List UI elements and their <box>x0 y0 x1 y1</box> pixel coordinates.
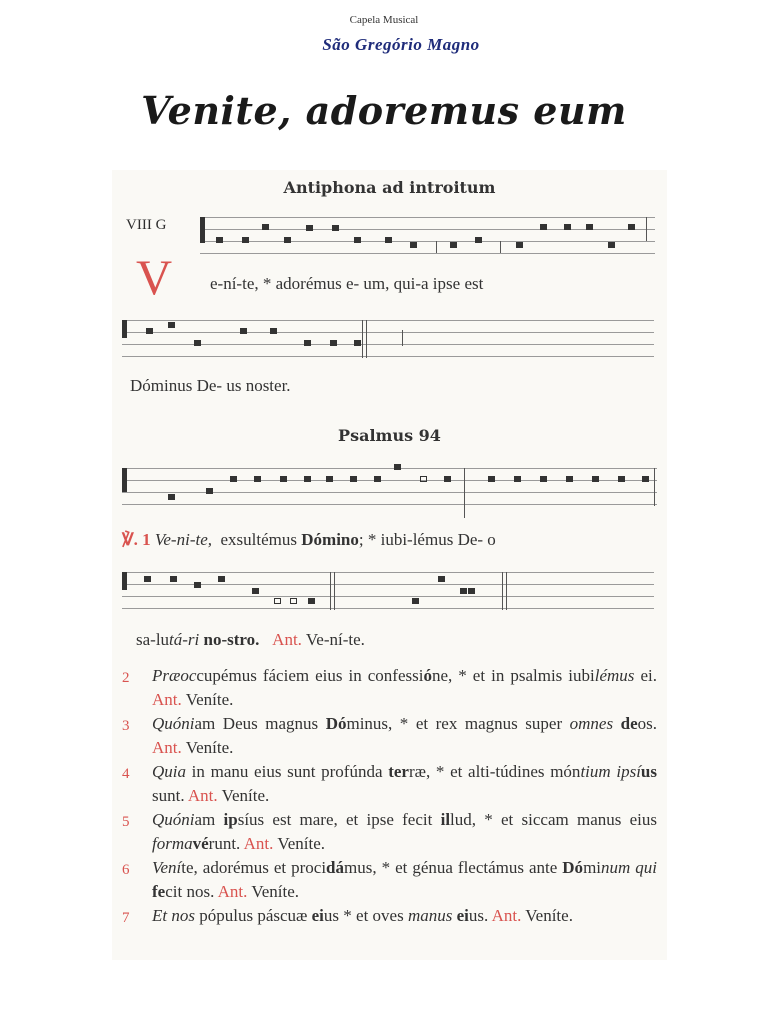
antiphon-marker: Ant. <box>187 786 218 805</box>
verse-fragment: Quia <box>152 762 186 781</box>
psalm-verse-1: ℣. 1 Ve-ni-te, exsultémus Dómino; * iubi-lémus De- o <box>122 530 496 549</box>
verse-text <box>152 712 657 760</box>
verse-fragment: Veníte. <box>273 834 325 853</box>
verse-fragment: Et nos <box>152 906 195 925</box>
verse-fragment: ei <box>311 906 324 925</box>
verse-text <box>152 664 657 712</box>
verse-fragment: am Deus magnus <box>194 714 326 733</box>
verse-fragment: ræ, * et alti-túdines món <box>408 762 581 781</box>
verse-fragment: Præoc <box>152 666 197 685</box>
antiphon-marker: Ant. <box>152 738 182 757</box>
verse-fragment: mi <box>583 858 602 877</box>
verse-fragment: dá <box>326 858 345 877</box>
verse-fragment: cit nos. <box>165 882 218 901</box>
verse-fragment: Quóni <box>152 714 195 733</box>
verse-fragment: ne, * et in psalmis iubi <box>431 666 595 685</box>
verse-text <box>152 808 657 856</box>
verse-fragment: vé <box>192 834 209 853</box>
verse-number: 4 <box>122 766 130 782</box>
verse-fragment: in manu eius sunt profúnda <box>186 762 389 781</box>
staff-4 <box>122 570 654 622</box>
verse-fragment: Veníte. <box>217 786 270 805</box>
verse-fragment: de <box>620 714 638 733</box>
verse-fragment: síus est mare, et ipse fecit <box>237 810 441 829</box>
verse-text <box>152 760 657 808</box>
verse-fragment: ó <box>423 666 432 685</box>
verse-fragment: os. <box>637 714 657 733</box>
verse-fragment: minus, * et rex magnus super <box>346 714 570 733</box>
versicle-marker: ℣. 1 <box>122 530 151 549</box>
verse-fragment: pópulus páscuæ <box>194 906 312 925</box>
antiphon-marker: Ant. <box>243 834 274 853</box>
verse-fragment: us. <box>468 906 489 925</box>
verse-fragment: Dó <box>562 858 584 877</box>
verse-fragment: runt. <box>208 834 244 853</box>
verse-fragment: num qui <box>601 858 657 877</box>
verse-fragment: il <box>440 810 451 829</box>
verse-fragment: ter <box>388 762 409 781</box>
psalm-verse-1-end: sa-lutá-ri no-stro. Ant. Ve-ní-te. <box>136 630 365 649</box>
chant-scan <box>112 170 667 960</box>
verse-fragment: í <box>176 858 182 877</box>
verse-number: 2 <box>122 670 130 686</box>
introit-initial: V <box>136 249 173 305</box>
verse-fragment: Veníte. <box>521 906 573 925</box>
verse-fragment: cupémus fáciem eius in confessi <box>196 666 424 685</box>
verse-fragment: am <box>194 810 224 829</box>
verse-fragment: ip <box>223 810 238 829</box>
verse-fragment: omnes <box>569 714 614 733</box>
verse-fragment: manus <box>407 906 453 925</box>
verse-fragment: forma <box>152 834 193 853</box>
verse-fragment: fe <box>152 882 166 901</box>
verse-number: 5 <box>122 814 130 830</box>
verse-fragment: Veníte. <box>181 690 234 709</box>
verse-fragment: lud, * et siccam manus eius <box>450 810 657 829</box>
verse-number: 7 <box>122 910 130 926</box>
verse-fragment: sunt. <box>152 786 188 805</box>
verse-fragment: Veníte. <box>181 738 234 757</box>
organization-name: Capela Musical <box>349 14 419 26</box>
page-title: Venite, adoremus eum <box>141 88 627 133</box>
verse-text <box>152 856 657 904</box>
introit-lyric-2: Dóminus De- us noster. <box>130 376 291 395</box>
verse-fragment: ei <box>456 906 469 925</box>
mode-label: VIII G <box>126 217 167 233</box>
antiphon-marker: Ant. <box>152 690 182 709</box>
logo-text: São Gregório Magno <box>322 35 480 54</box>
verse-fragment: ipsí <box>616 762 641 781</box>
verse-number: 3 <box>122 718 130 734</box>
verse-fragment: us <box>640 762 657 781</box>
verse-fragment: Veníte. <box>247 882 300 901</box>
verse-text <box>152 904 657 928</box>
verse-fragment <box>613 714 621 733</box>
antiphon-marker: Ant. <box>491 906 522 925</box>
staff-3 <box>122 466 657 524</box>
verse-fragment: Dó <box>325 714 347 733</box>
verse-fragment: Quóni <box>152 810 195 829</box>
staff-2 <box>122 318 654 370</box>
verse-fragment: mus, * et génua flectámus ante <box>344 858 563 877</box>
staff-1 <box>200 215 655 265</box>
psalm-heading: Psalmus 94 <box>338 426 441 445</box>
verse-number: 6 <box>122 862 130 878</box>
introit-lyric-1: e-ní-te, * adorémus e- um, qui-a ipse est <box>210 274 484 293</box>
antiphon-marker: Ant. <box>272 630 302 649</box>
verse-fragment: te, adorémus et proci <box>181 858 327 877</box>
verse-fragment: Ven <box>152 858 177 877</box>
logo <box>318 28 484 62</box>
verse-fragment: ei. <box>634 666 657 685</box>
verse-fragment: us * et oves <box>323 906 408 925</box>
verse-fragment: tium <box>580 762 611 781</box>
introit-heading: Antiphona ad introitum <box>283 178 496 197</box>
antiphon-marker: Ant. <box>217 882 248 901</box>
verse-fragment: lémus <box>594 666 635 685</box>
